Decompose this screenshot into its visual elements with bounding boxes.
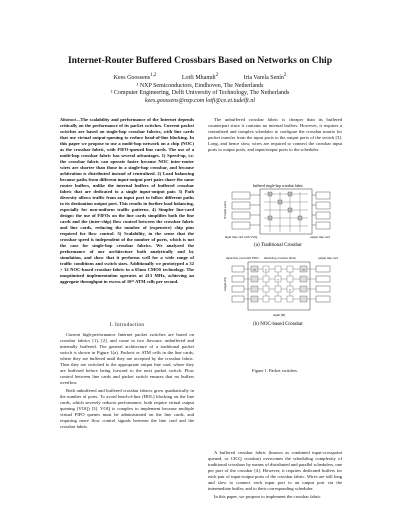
fig-b-input-card-label: input line card with FIFO bbox=[226, 256, 259, 260]
fig-b-router-label: R bbox=[277, 278, 279, 282]
section-heading-introduction: I. Introduction bbox=[109, 322, 145, 328]
author-block bbox=[0, 72, 400, 105]
affiliation-2: ² Computer Engineering, Delft University of Technology, The Netherlands bbox=[110, 90, 290, 97]
fig-b-router-label: R bbox=[289, 288, 291, 292]
figure-1a bbox=[223, 184, 330, 248]
right-paragraph-1: The unbuffered crossbar fabric is cheaper than its buffered counterpart since it contains no internal buffers. However, it requires a centralized and complex scheduler to configure the crossbar matrix for packet transfer from the input ports to the output ports of the switch [3]. Long, and hence slow, wires are required to connect the crossbar input ports to output ports, and input/output ports to the scheduler. bbox=[208, 117, 342, 152]
fig-a-input-card-label: input line card with VOQ bbox=[224, 235, 258, 239]
author-3: Iria Varela Senín$^2$ bbox=[243, 73, 287, 81]
fig-b-height-label: height (H) bbox=[223, 277, 227, 291]
right-paragraph-2: A buffered crossbar fabric (known as combined input-crosspoint queued, or CICQ crossbar) overcomes the scheduling complexity of traditional crossbars by means of distributed and parallel schedulers, one per port of the crossbar [4]. However, it requires dedicated buffers for each pair of input-output ports of the crossbar fabric. Wires are still long and slow to connect each input port to an output port via the intermediate buffer, and to their corresponding scheduler. bbox=[208, 450, 342, 491]
abstract-text: The scalability and performance of the Internet depends critically on the performance of its packet switches. Current packet switches are based on single-hop crossbar fabrics, with line cards that use virtual output-queuing to reduce head-of-line blocking. In this paper we propose to use a multi-hop network on a chip (NOC) as the crossbar fabric, with FIFO-queued line cards. The use of a multi-hop crossbar fabric has several advantages. 1) Speed-up, i.e. the crossbar fabric can operate faster because NOC inter-router wires are shorter than those in a single-hop crossbar, and because arbitration is distributed instead of centralized. 2) Load balancing because paths from different input-output port pairs share the same router buffers, unlike the internal buffers of buffered crossbar fabric that are dedicated to a single input-output pair. 3) Path diversity allows traffic from an input port to follow different paths to its destination output port. This results in further load balancing, especially for non-uniform traffic patterns. 4) Simpler line-card design: the use of FIFOs on the line cards simplifies both the line cards and the (inter-chip) flow control between the crossbar fabric and line cards, reducing the number of (expensive) chip pins required for flow control. 5) Scalability, in the sense that the crossbar speed is independent of the number of ports, which is not the case for single-hop crossbar fabrics. We analyzed the performance of our architecture both analytically and by simulation, and show that it performs well for a wide range of traffic conditions and switch sizes. Additionally we prototyped a 32 × 32 NOC-based crossbar fabric in a 65nm CMOS technology. The unoptimised implementation operates at 413 MHz, achieving an aggregate throughput in excess of 10¹³ ATM cells per second. bbox=[60, 117, 194, 284]
intro-paragraph-1: Current high-performance Internet packet switches are based on crossbar fabrics [1], [2], and come in two flavours: unbuffered and internally buffered. The general architecture of a traditional packet switch is shown in Figure 1(a). Packets or ATM cells in the line cards, where they are buffered until they are accepted by the crossbar fabric. Then they are switched to the appropriate output line card, where they are buffered before being forward to the next packet switch. Flow control between line cards and packet switch ensures that no buffers overflow. bbox=[60, 332, 194, 385]
fig-a-output-card-label: output line card bbox=[309, 235, 331, 239]
affiliation-1: ¹ NXP Semiconductors, Eindhoven, The Netherlands bbox=[136, 82, 264, 89]
fig-a-subcaption: (a) Traditional Crossbar bbox=[254, 243, 302, 248]
fig-b-output-card-label: output line card bbox=[318, 256, 339, 260]
author-2: Lotfi Mhamdi$^2$ bbox=[181, 73, 219, 81]
right-paragraph-3: In this paper, we propose to implement the crossbar fabric bbox=[214, 493, 321, 499]
fig-b-router-label: R bbox=[265, 268, 267, 272]
abstract-label: Abstract— bbox=[60, 117, 81, 122]
fig-b-ni-label: NI bbox=[253, 268, 256, 272]
abstract bbox=[60, 117, 194, 287]
figure-1b bbox=[223, 256, 338, 327]
fig-a-side-label: N input ports bbox=[223, 201, 227, 219]
fig-b-subcaption: (b) NOC-based Crossbar bbox=[253, 322, 303, 327]
fig-a-fabric-label: buffered single-hop crossbar fabric bbox=[252, 184, 304, 188]
fig-b-fabric-label: multi-hop crossbar fabric bbox=[263, 256, 297, 260]
fig-a-crossbar-box bbox=[260, 189, 312, 234]
intro-paragraph-2: Both unbuffered and buffered crossbar fabrics grow quadratically in the number of ports. To avoid head-of-line (HOL) blocking on the line cards, which severely reduces performance, both require virtual output queuing (VOQ) [3]. VOQ is complex to implement because multiple virtual FIFO queues must be administrated on the line cards, and requiring more flow control signals between the line card and the crossbar fabric. bbox=[60, 387, 194, 429]
introduction-text bbox=[60, 332, 194, 431]
fig-b-ni-label: NI bbox=[302, 268, 305, 272]
abstract-paragraph bbox=[60, 117, 194, 285]
author-emails: kees.goossens@nxp.com lotfi@ce.et.tudelft.nl bbox=[144, 97, 255, 104]
paper-title: Internet-Router Buffered Crossbars Based on Networks on Chip bbox=[67, 55, 333, 66]
author-1: Kees Goossens$^{1,2}$ bbox=[113, 73, 157, 81]
author-names bbox=[0, 72, 400, 83]
fig-b-depth-label: depth (H) bbox=[272, 313, 286, 317]
right-column-top-text bbox=[208, 117, 342, 155]
figure-1-caption: Figure 1. Packet switches. bbox=[252, 368, 298, 373]
figure-1 bbox=[208, 150, 342, 380]
right-column-bottom-text bbox=[208, 450, 342, 501]
